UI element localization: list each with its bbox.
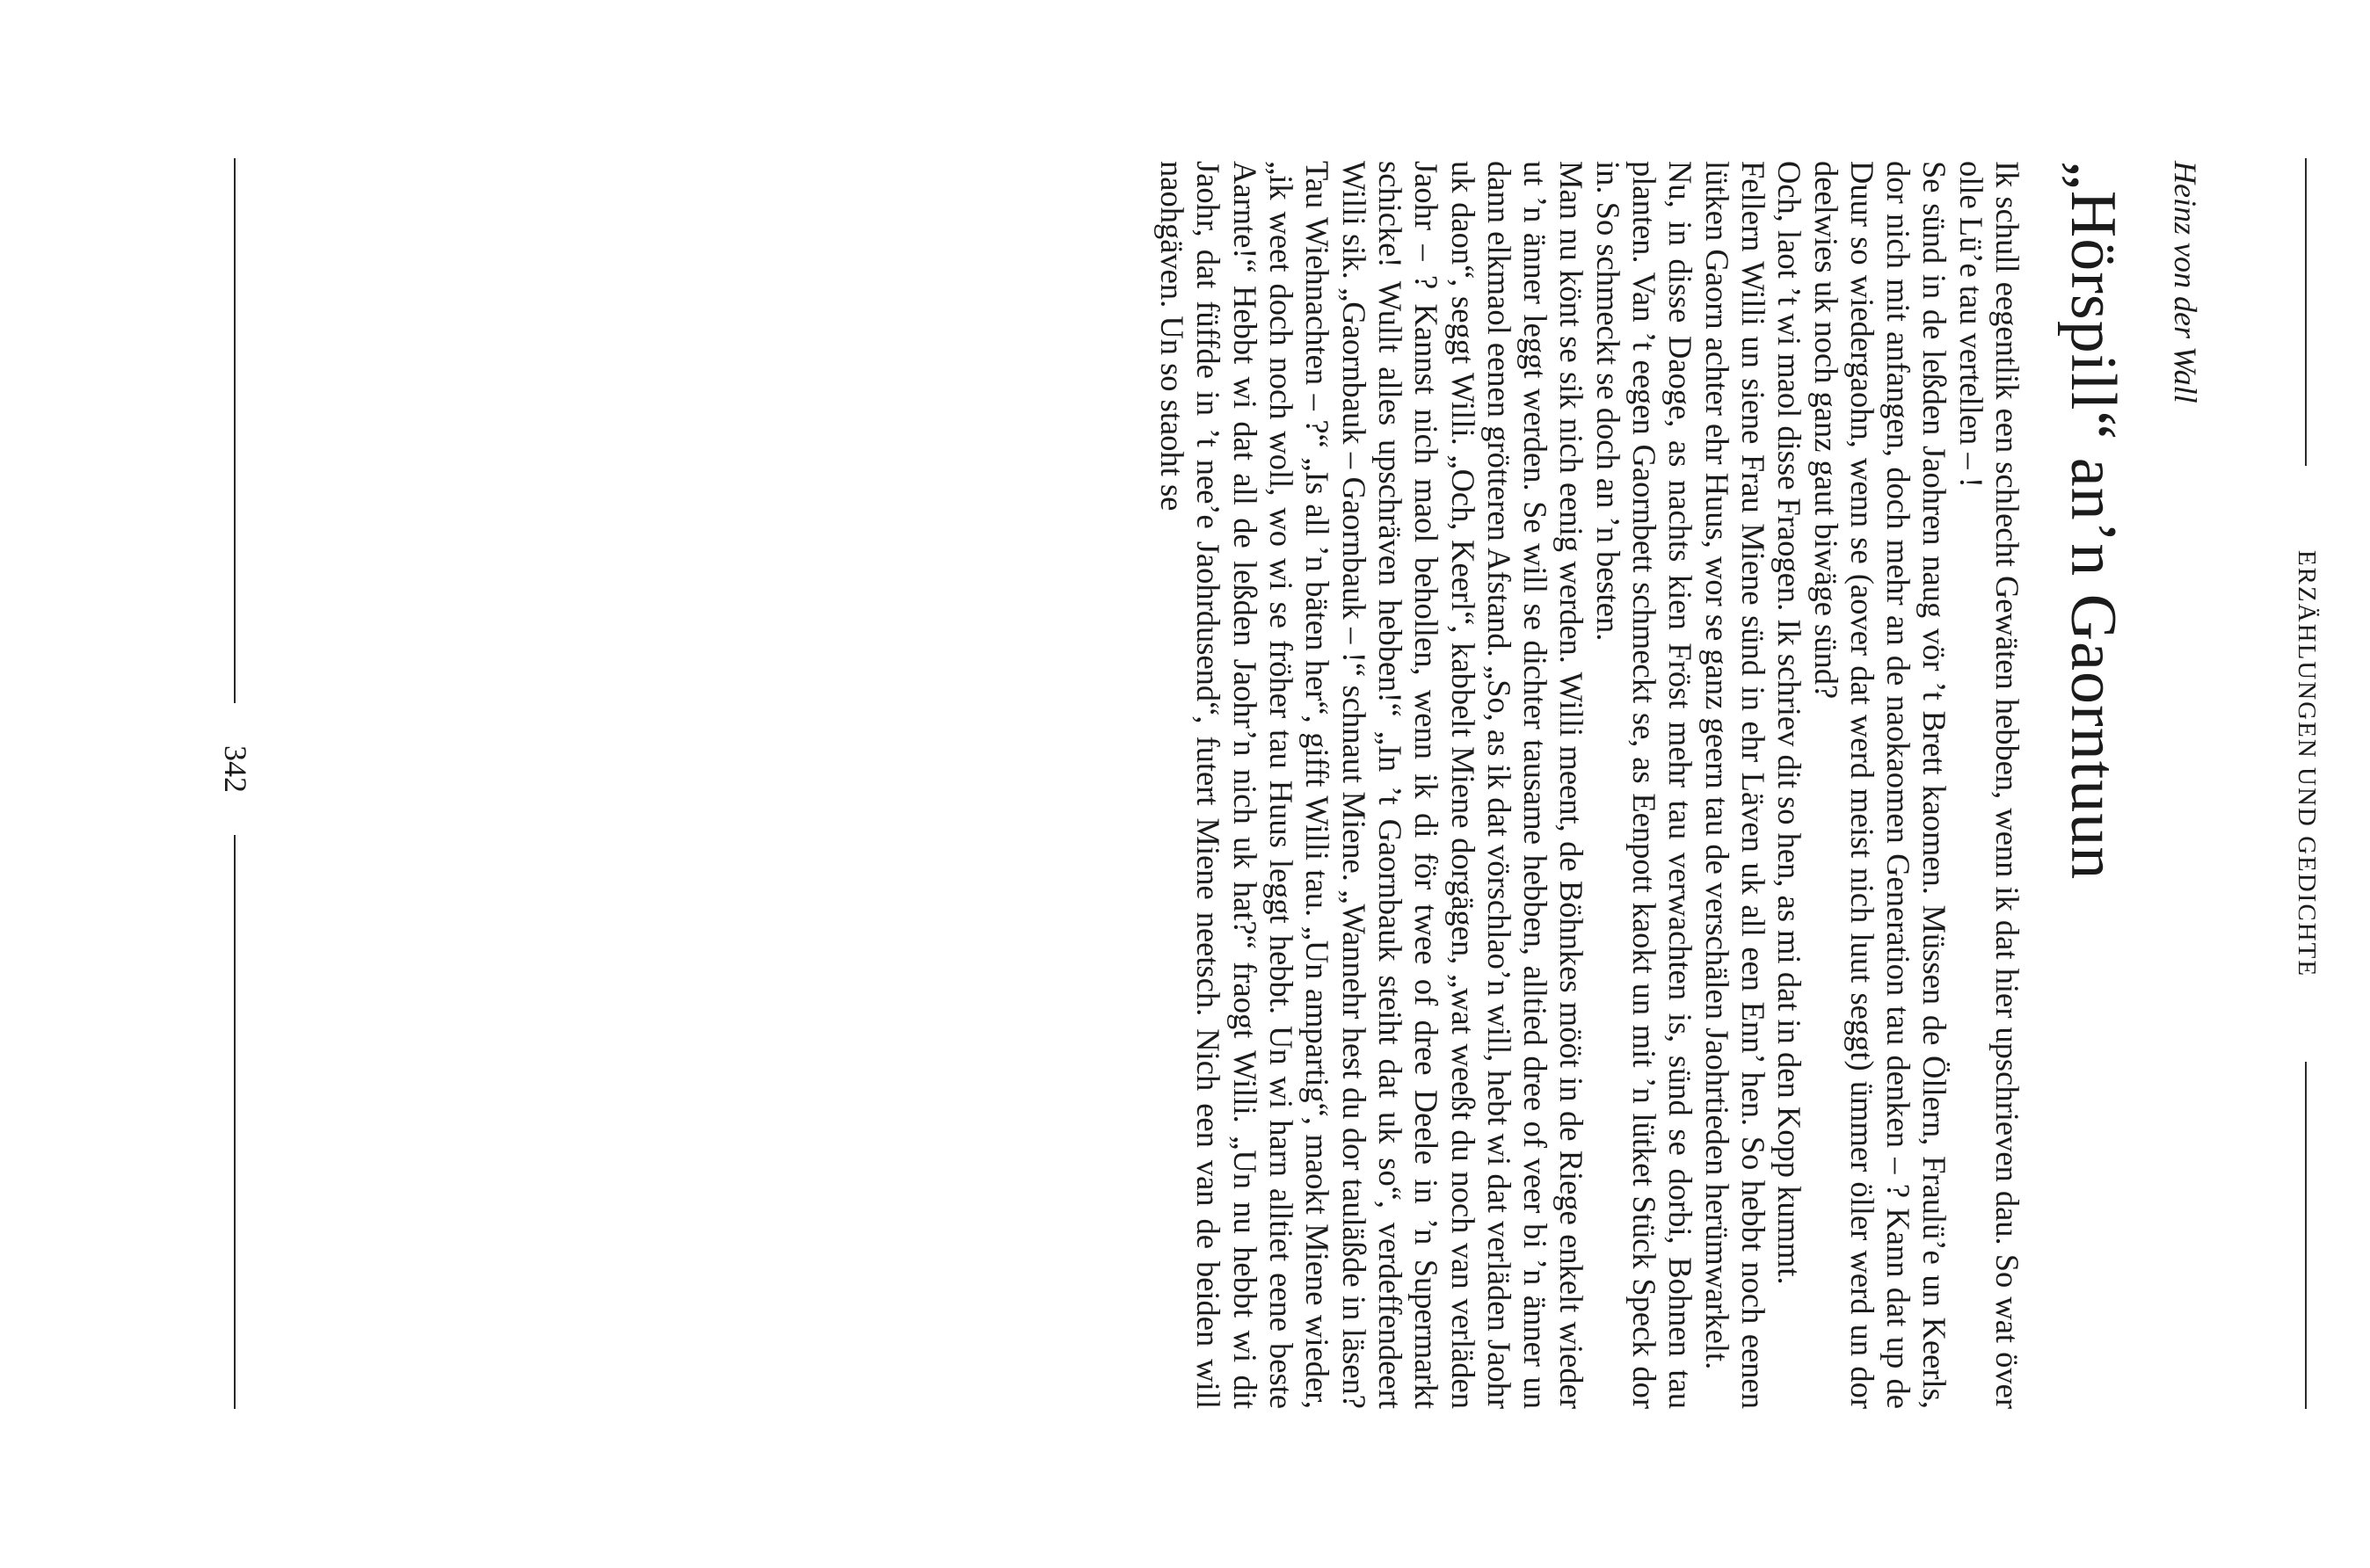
paragraph: Nu, in disse Daoge, as nachts kien Fröst mehr tau verwachten is, sünd se dorbi, Bohnen tau planten. Van ’t eegen Gaornbett schmeckt se, as Eenpott kaokt un mit ’n lütket Stück Speck dor in. So schmeckt se doch an ’n besten. [1589, 161, 1699, 1409]
paragraph: Och, laot ’t wi maol disse Fraogen. Ik schriev dit so hen, as mi dat in den Kopp kummt. [1771, 161, 1808, 1285]
header-rule-left [2305, 158, 2307, 466]
paragraph: Se sünd in de leßden Jaohren naug vör ’t Brett kaomen. Müssen de Öllern, Fraulü’e un Keerls, dor nich mit anfangen, doch mehr an de naokaomen Generation tau denken – ? Kann dat up de Duur so wiedergaohn, wenn se (aover dat werd meist nich luut seggt) ümmer öller werd un dor deelwies uk noch ganz gaut biwäge sünd? [1807, 161, 1953, 1409]
paragraph: Ik schull eegentlik een schlecht Gewäten hebben, wenn ik dat hier upschrieven dau. So wat över olle Lü’e tau vertellen – ! [1952, 161, 2025, 1409]
header-rule-right [2305, 1062, 2307, 1409]
page-number: 342 [218, 745, 253, 793]
page-footer [207, 0, 260, 1568]
author-name: Heinz von der Wall [2168, 161, 2203, 403]
footer-rule-left [234, 158, 236, 703]
running-head-text: ERZÄHLUNGEN UND GEDICHTE [2293, 549, 2321, 978]
footer-rule-right [234, 835, 236, 1409]
story-body [311, 161, 2025, 1409]
story-title: „Hörspill“ an’n Gaorntuun [2057, 161, 2129, 881]
paragraph: Man nu könt se sik nich eenig werden. Willi meent, de Böhnkes mööt in de Riege enkelt wieder ut ’n änner leggt werden. Se will se dichter tausame hebben, alltied dree of veer bi ’n änner un dann elkmaol eenen grötteren Afstand. „So, as ik dat vörschlao’n will, hebt wi dat verläden Jaohr uk daon“, seggt Willi. „Och, Keerl“, kabbelt Miene dorgägen, „wat weeßt du noch van verläden Jaohr – ? Kannst nich maol behollen, wenn ik di för twee of dree Deele in ’n Supermarkt schicke! Wullt alles upschräven hebben!“ „In ’t Gaornbauk steiht dat uk so“, verdeffendeert Willi sik. „Gaornbauk – Gaornbauk – !“ schnaut Miene. „Wannehr hest du dor tauläßde in läsen? Tau Wiehnachten – ?“ „Is all ’n bäten her“, gifft Willi tau. „Un ampartig“, maokt Miene wieder, „ik weet doch noch woll, wo wi se fröher tau Huus leggt hebbt. Un wi harn alltiet eene beste Aarnte!“ Hebbt wi dat all de leßden Jaohr’n nich uk hat?“ fraogt Willi. „Un nu hebbt wi dit Jaohr, dat füffde in ’t nee’e Jaohrdusend“, futert Miene neetsch. Nich een van de beiden will naohgäven. Un so staoht se [1154, 161, 1590, 1409]
running-head [2256, 0, 2370, 1568]
paragraph: Fellern Willi un siene Frau Miene sünd in ehr Läven uk all een Enn’ hen. So hebbt noch eenen lütken Gaorn achter ehr Huus, wor se ganz geern tau de verschälen Jaohrtieden herümwarkelt. [1698, 161, 1771, 1409]
